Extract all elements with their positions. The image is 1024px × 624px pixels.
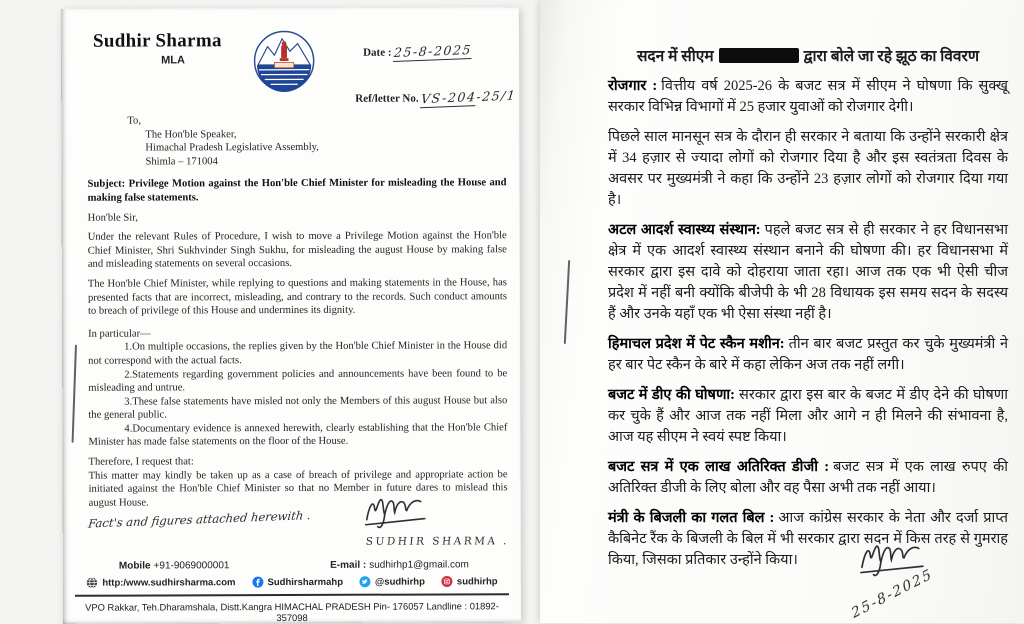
ref-line: [355, 89, 516, 105]
address-line: Himachal Pradesh Legislative Assembly,: [145, 140, 506, 155]
letterhead-footer: [75, 559, 509, 624]
ref-handwritten-value: VS-204-25/1: [420, 88, 517, 107]
margin-pen-stroke: [72, 345, 77, 443]
redaction-box: [719, 48, 799, 63]
date-line: [363, 43, 472, 60]
facebook-handle: Sudhirsharmahp: [267, 576, 343, 587]
signature-scribble-icon: [358, 493, 438, 533]
sender-title: MLA: [161, 54, 185, 66]
office-address: VPO Rakkar, Teh.Dharamshala, Distt.Kangra HIMACHAL PRADESH Pin- 176057 Landline : 01892-357098: [75, 600, 509, 624]
instagram-item: [441, 575, 498, 587]
hindi-paragraph: अटल आदर्श स्वास्थ्य संस्थान: पहले बजट सत्र से ही सरकार ने हर विधानसभा क्षेत्र में एक आदर्श स्वास्थ्य संस्थान बनाने की घोषणा की। हर विधानसभा में सरकार द्वारा इस दावे को दोहराया जाता रहा। आज तक एक भी ऐसी चीज प्रदेश में नहीं बनी क्योंकि बीजेपी के भी 28 विधायक इस समय सदन के सदस्य हैं और उनके यहाँ एक भी ऐसा संस्था नहीं है।: [608, 220, 1008, 325]
date-label: Date :: [363, 47, 391, 59]
to-label: To,: [127, 113, 506, 128]
website-item: [86, 576, 235, 589]
hindi-paragraph: हिमाचल प्रदेश में पेट स्कैन मशीन: तीन बार बजट प्रस्तुत कर चुके मुख्यमंत्री ने हर बार पेट स्कैन के बारे में कहा लेकिन अज तक नहीं लगी।: [608, 334, 1008, 376]
letter-body: [87, 113, 507, 528]
address-line: Shimla – 171004: [145, 154, 506, 169]
address-line: The Hon'ble Speaker,: [145, 127, 506, 142]
request-intro: Therefore, I request that:: [88, 454, 507, 469]
numbered-point: 3.These false statements have misled not only the Members of this august House but also the general public.: [88, 394, 507, 423]
hindi-signature-block: [852, 540, 962, 596]
hindi-title: सदन में सीएम द्वारा बोले जा रहे झूठ का विवरण: [608, 46, 1008, 67]
paragraph: The Hon'ble Chief Minister, while replying to questions and making statements in the House, has presented facts that are incorrect, misleading, and contrary to the records. Such conduct amounts to breach of privilege of this House and undermines its dignity.: [88, 276, 507, 318]
numbered-point: 1.On multiple occasions, the replies given by the Hon'ble Chief Minister in the House did not correspond with the actual facts.: [88, 340, 507, 369]
numbered-point: 4.Documentary evidence is annexed herewith, clearly establishing that the Hon'ble Chief Minister has made false statements on the floor of the House.: [88, 421, 507, 450]
signatory-name-handwritten: SUDHIR SHARMA .: [365, 535, 488, 547]
in-particular-label: In particular—: [88, 326, 507, 341]
hindi-paragraph: बजट में डीए की घोषणा: सरकार द्वारा इस बार के बजट में डीए देने की घोषणा कर चुके हैं और आज तक नहीं मिला और आगे न ही मिलने की संभावना है, आज यह सीएम ने स्वयं स्पष्ट किया।: [608, 385, 1008, 448]
facebook-icon: [251, 576, 263, 588]
footer-divider: [75, 593, 509, 597]
paragraph: Under the relevant Rules of Procedure, I wish to move a Privilege Motion against the Hon'ble Chief Minister, Shri Sukhvinder Singh Sukhu, for misleading the august House by making false and misleading statements on several occasions.: [88, 229, 507, 271]
hindi-paragraph: रोजगार : वित्तीय वर्ष 2025-26 के बजट सत्र में सीएम ने घोषणा कि सुक्खू सरकार विभिन्न विभागों में 25 हजार युवाओं को रोजगार देगी।: [608, 76, 1008, 118]
privilege-motion-letter-page: [61, 7, 521, 624]
sender-name: Sudhir Sharma: [93, 30, 222, 52]
numbered-point: 2.Statements regarding government policies and announcements have been found to be misleading and untrue.: [88, 367, 507, 396]
himachal-pradesh-government-emblem-icon: [253, 30, 315, 92]
ref-label: Ref/letter No.: [355, 93, 418, 105]
date-handwritten-value: 25-8-2025: [393, 42, 473, 62]
hindi-paragraph: बजट सत्र में एक लाख अतिरिक्त डीजी : बजट सत्र में एक लाख रुपए की अतिरिक्त डीजी के लिए बोला और वह पैसा अभी तक नहीं आया।: [608, 457, 1008, 499]
website-url: http:/www.sudhirsharma.com: [102, 577, 235, 588]
recipient-address: [145, 127, 506, 169]
subject-line: Subject: Privilege Motion against the Hon'ble Chief Minister for misleading the House and making false statements.: [88, 177, 507, 206]
facebook-item: [251, 576, 343, 588]
hindi-content: [608, 46, 1008, 571]
request-body: This matter may kindly be taken up as a case of breach of privilege and appropriate action be initiated against the Hon'ble Chief Minister so that no Member in future dares to mislead this august House.: [89, 468, 508, 510]
hindi-paragraph: पिछले साल मानसून सत्र के दौरान ही सरकार ने बताया कि उन्होंने सरकारी क्षेत्र में 34 हज़ार से ज्यादा लोगों को रोजगार दिया है और इस स्वतंत्रता दिवस के अवसर पर मुख्यमंत्री ने कहा कि उन्होंने 23 हज़ार लोगों को रोजगार दिया गया है।: [608, 127, 1008, 211]
globe-icon: [86, 577, 98, 589]
hindi-annexure-page: [540, 0, 1024, 623]
signature-block: [358, 493, 488, 547]
twitter-item: [359, 576, 425, 588]
salutation: Hon'ble Sir,: [88, 210, 507, 225]
instagram-handle: sudhirhp: [457, 576, 498, 587]
twitter-icon: [359, 576, 371, 588]
margin-pen-stroke: [564, 260, 570, 344]
email-address: E-mail : sudhirhp1@gmail.com: [330, 559, 469, 570]
instagram-icon: [441, 575, 453, 587]
mobile-number: Mobile +91-9069000001: [119, 560, 230, 571]
twitter-handle: @sudhirhp: [375, 576, 425, 587]
handwritten-note: Fact's and figures attached herewith .: [88, 510, 312, 532]
signature-date-handwritten: 25-8-2025: [849, 554, 958, 622]
hindi-paragraph: मंत्री के बिजली का गलत बिल : आज कांग्रेस सरकार के नेता और दर्जा प्राप्त कैबिनेट रैंक के बिजली के बिल में भी सरकार द्वारा सदन में किस तरह से गुमराह किया, जिसका प्रतिकार उन्होंने किया।: [608, 508, 1008, 571]
